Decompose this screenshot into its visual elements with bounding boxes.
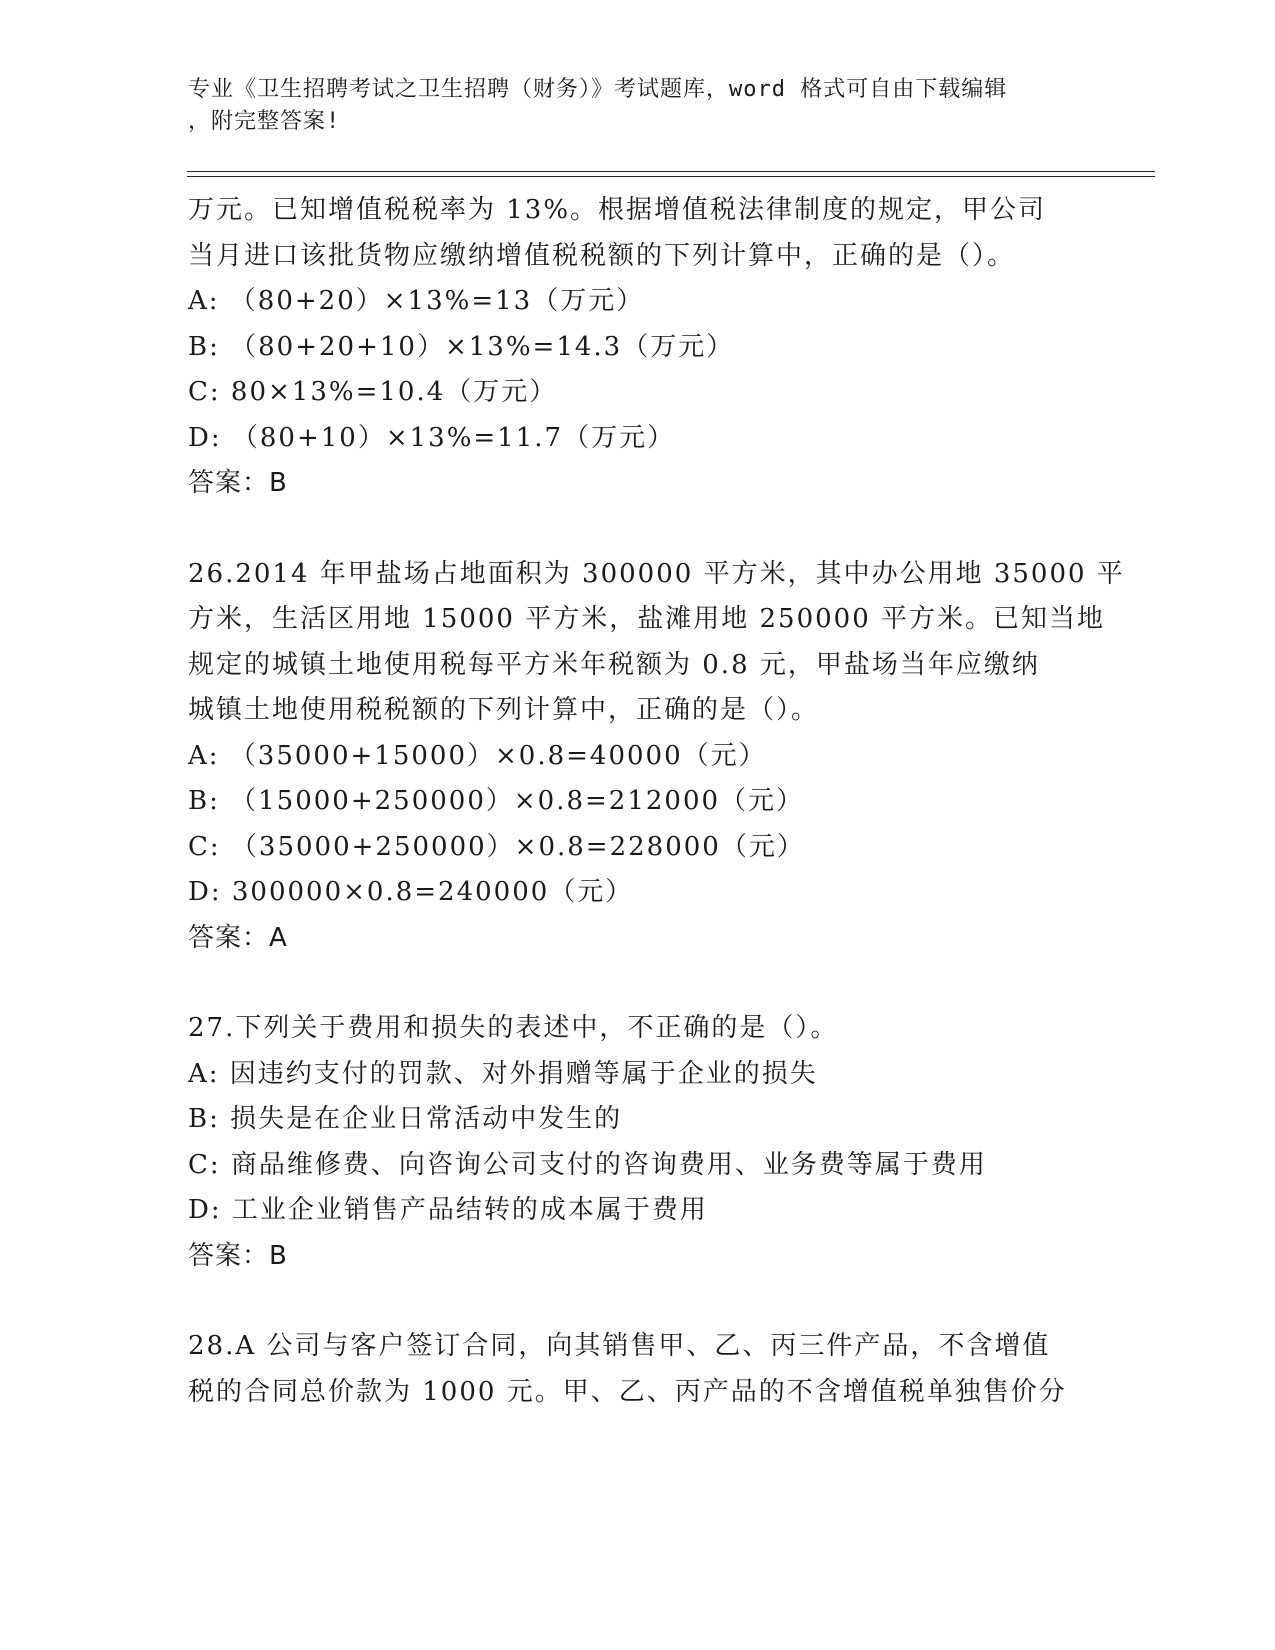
question-content xyxy=(188,188,1125,1415)
option-c: C: 商品维修费、向咨询公司支付的咨询费用、业务费等属于费用 xyxy=(188,1149,987,1180)
question-27 xyxy=(188,1006,1088,1279)
header-title-line-1: 专业《卫生招聘考试之卫生招聘（财务）》考试题库，word 格式可自由下载编辑 xyxy=(188,77,1008,102)
question-26 xyxy=(188,552,1125,962)
question-text-line: 税的合同总价款为 1000 元。甲、乙、丙产品的不含增值税单独售价分 xyxy=(188,1376,1067,1407)
option-a: A: （35000+15000）×0.8=40000（元） xyxy=(188,740,767,771)
question-text-line: 26.2014 年甲盐场占地面积为 300000 平方米，其中办公用地 35000 平 xyxy=(188,558,1125,589)
option-d: D: 工业企业销售产品结转的成本属于费用 xyxy=(188,1195,708,1225)
option-d: D: 300000×0.8=240000（元） xyxy=(188,877,634,907)
option-a: A: （80+20）×13%=13（万元） xyxy=(188,286,645,316)
option-c: C: （35000+250000）×0.8=228000（元） xyxy=(188,831,805,862)
question-text-line: 规定的城镇土地使用税每平方米年税额为 0.8 元，甲盐场当年应缴纳 xyxy=(188,649,1040,680)
option-a: A: 因违约支付的罚款、对外捐赠等属于企业的损失 xyxy=(188,1058,818,1089)
header-title-line-2: ，附完整答案! xyxy=(188,109,341,134)
answer: 答案：B xyxy=(188,468,288,498)
header-divider-top xyxy=(187,171,1155,172)
question-text-line: 城镇土地使用税税额的下列计算中，正确的是（）。 xyxy=(188,695,820,725)
answer: 答案：A xyxy=(188,922,288,953)
question-text-line: 方米，生活区用地 15000 平方米，盐滩用地 250000 平方米。已知当地 xyxy=(188,604,1106,634)
answer: 答案：B xyxy=(188,1240,288,1271)
option-b: B: （15000+250000）×0.8=212000（元） xyxy=(188,786,805,816)
question-text-line: 当月进口该批货物应缴纳增值税税额的下列计算中，正确的是（）。 xyxy=(188,240,1016,271)
option-b: B: 损失是在企业日常活动中发生的 xyxy=(188,1104,623,1134)
option-d: D: （80+10）×13%=11.7（万元） xyxy=(188,422,676,453)
document-header xyxy=(188,74,1088,138)
option-b: B: （80+20+10）×13%=14.3（万元） xyxy=(188,331,735,362)
question-text-line: 27.下列关于费用和损失的表述中，不正确的是（）。 xyxy=(188,1013,839,1043)
header-divider-bottom xyxy=(187,176,1155,177)
option-c: C: 80×13%=10.4（万元） xyxy=(188,377,558,407)
question-text-line: 28.A 公司与客户签订合同，向其销售甲、乙、丙三件产品，不含增值 xyxy=(188,1331,1051,1361)
question-25-tail xyxy=(188,188,1088,507)
question-text-line: 万元。已知增值税税率为 13%。根据增值税法律制度的规定，甲公司 xyxy=(188,195,1047,225)
question-28 xyxy=(188,1324,1088,1415)
